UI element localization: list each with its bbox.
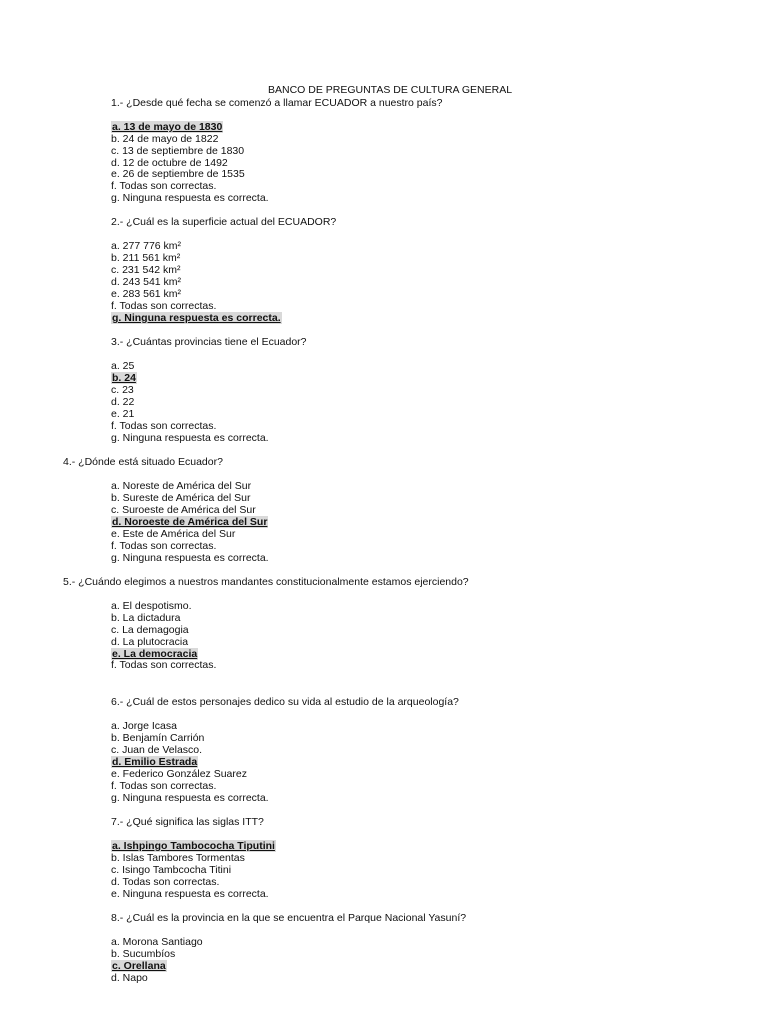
option-4e: e. Este de América del Sur bbox=[111, 528, 236, 540]
option-7a bbox=[111, 840, 276, 852]
option-2f: f. Todas son correctas. bbox=[111, 300, 217, 312]
option-4b: b. Sureste de América del Sur bbox=[111, 492, 251, 504]
option-1b: b. 24 de mayo de 1822 bbox=[111, 133, 219, 145]
option-8a: a. Morona Santiago bbox=[111, 936, 203, 948]
option-4f: f. Todas son correctas. bbox=[111, 540, 217, 552]
question-4: 4.- ¿Dónde está situado Ecuador? bbox=[63, 456, 223, 468]
option-5d: d. La plutocracia bbox=[111, 636, 189, 648]
option-7d: d. Todas son correctas. bbox=[111, 876, 220, 888]
question-7: 7.- ¿Qué significa las siglas ITT? bbox=[111, 816, 264, 828]
option-3e: e. 21 bbox=[111, 408, 135, 420]
option-3f: f. Todas son correctas. bbox=[111, 420, 217, 432]
option-4d bbox=[111, 516, 268, 528]
option-4a: a. Noreste de América del Sur bbox=[111, 480, 252, 492]
option-3d: d. 22 bbox=[111, 396, 135, 408]
option-6c: c. Juan de Velasco. bbox=[111, 744, 203, 756]
option-6g: g. Ninguna respuesta es correcta. bbox=[111, 792, 269, 804]
option-3c: c. 23 bbox=[111, 384, 134, 396]
option-6f: f. Todas son correctas. bbox=[111, 780, 217, 792]
correct-answer-8: c. Orellana bbox=[112, 960, 166, 972]
option-8c bbox=[111, 960, 167, 972]
option-2b: b. 211 561 km² bbox=[111, 252, 181, 264]
question-1: 1.- ¿Desde qué fecha se comenzó a llamar ECUADOR a nuestro país? bbox=[111, 97, 443, 109]
correct-answer-6: d. Emilio Estrada bbox=[112, 756, 198, 768]
option-6a: a. Jorge Icasa bbox=[111, 720, 177, 732]
option-3g: g. Ninguna respuesta es correcta. bbox=[111, 432, 269, 444]
option-2c: c. 231 542 km² bbox=[111, 264, 181, 276]
option-8b: b. Sucumbíos bbox=[111, 948, 176, 960]
option-7b: b. Islas Tambores Tormentas bbox=[111, 852, 245, 864]
option-1g: g. Ninguna respuesta es correcta. bbox=[111, 192, 269, 204]
question-5: 5.- ¿Cuándo elegimos a nuestros mandantes constitucionalmente estamos ejerciendo? bbox=[63, 576, 469, 588]
option-1a bbox=[111, 121, 223, 133]
option-3b bbox=[111, 372, 137, 384]
option-6e: e. Federico González Suarez bbox=[111, 768, 247, 780]
option-5f: f. Todas son correctas. bbox=[111, 659, 217, 671]
option-1f: f. Todas son correctas. bbox=[111, 180, 217, 192]
correct-answer-5: e. La democracia bbox=[112, 648, 198, 660]
option-2g bbox=[111, 312, 282, 324]
question-2: 2.- ¿Cuál es la superficie actual del ECUADOR? bbox=[111, 216, 337, 228]
option-3a: a. 25 bbox=[111, 360, 135, 372]
option-4c: c. Suroeste de América del Sur bbox=[111, 504, 256, 516]
option-7c: c. Isingo Tambcocha Titini bbox=[111, 864, 232, 876]
option-6b: b. Benjamín Carrión bbox=[111, 732, 205, 744]
correct-answer-3: b. 24 bbox=[112, 372, 136, 384]
option-1e: e. 26 de septiembre de 1535 bbox=[111, 168, 245, 180]
option-1d: d. 12 de octubre de 1492 bbox=[111, 157, 228, 169]
option-7e: e. Ninguna respuesta es correcta. bbox=[111, 888, 269, 900]
option-2a: a. 277 776 km² bbox=[111, 240, 182, 252]
option-8d: d. Napo bbox=[111, 972, 148, 984]
option-4g: g. Ninguna respuesta es correcta. bbox=[111, 552, 269, 564]
option-5a: a. El despotismo. bbox=[111, 600, 192, 612]
correct-answer-2: g. Ninguna respuesta es correcta. bbox=[112, 312, 281, 324]
document-title: BANCO DE PREGUNTAS DE CULTURA GENERAL bbox=[268, 84, 513, 96]
question-8: 8.- ¿Cuál es la provincia en la que se encuentra el Parque Nacional Yasuní? bbox=[111, 912, 467, 924]
option-1c: c. 13 de septiembre de 1830 bbox=[111, 145, 245, 157]
option-5c: c. La demagogia bbox=[111, 624, 189, 636]
question-6: 6.- ¿Cuál de estos personajes dedico su vida al estudio de la arqueología? bbox=[111, 696, 459, 708]
correct-answer-7: a. Ishpingo Tambococha Tiputini bbox=[112, 840, 275, 852]
question-3: 3.- ¿Cuántas provincias tiene el Ecuador? bbox=[111, 336, 307, 348]
option-2d: d. 243 541 km² bbox=[111, 276, 182, 288]
correct-answer-1: a. 13 de mayo de 1830 bbox=[112, 121, 223, 133]
correct-answer-4: d. Noroeste de América del Sur bbox=[112, 516, 268, 528]
option-6d bbox=[111, 756, 198, 768]
option-2e: e. 283 561 km² bbox=[111, 288, 182, 300]
option-5b: b. La dictadura bbox=[111, 612, 181, 624]
